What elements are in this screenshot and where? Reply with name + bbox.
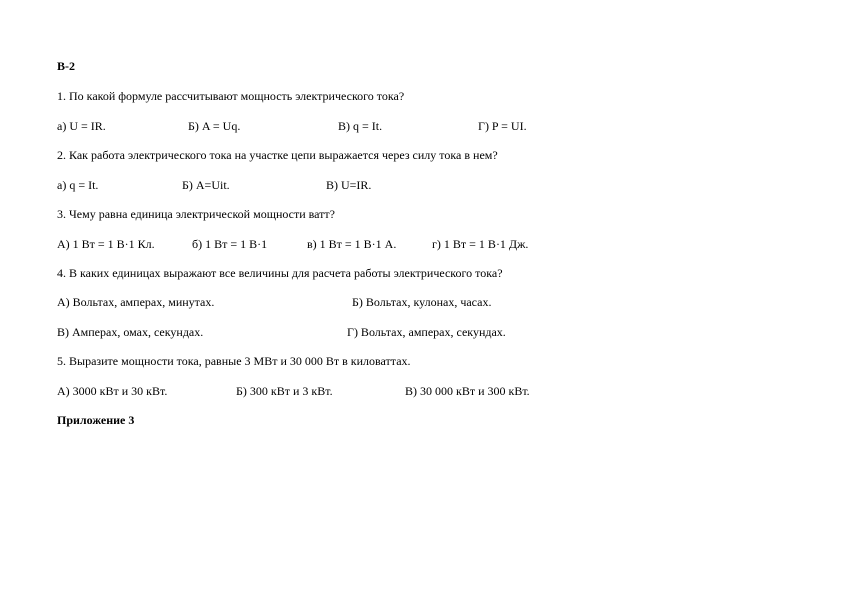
question-4-option-a: А) Вольтах, амперах, минутах.: [57, 295, 215, 309]
question-2-option-c: В) U=IR.: [326, 178, 372, 192]
question-2-text: 2. Как работа электрического тока на участке цепи выражается через силу тока в нем?: [57, 148, 498, 162]
question-1-option-d: Г) P = UI.: [478, 119, 527, 133]
question-4-option-d: Г) Вольтах, амперах, секундах.: [347, 325, 506, 339]
question-4-option-c: В) Амперах, омах, секундах.: [57, 325, 204, 339]
question-5-option-b: Б) 300 кВт и 3 кВт.: [236, 384, 333, 398]
variant-title: В-2: [57, 59, 75, 73]
question-3-option-c: в) 1 Вт = 1 В·1 А.: [307, 237, 397, 251]
question-2-option-a: а) q = It.: [57, 178, 99, 192]
question-4-text: 4. В каких единицах выражают все величины для расчета работы электрического тока?: [57, 266, 503, 280]
question-1-text: 1. По какой формуле рассчитывают мощность электрического тока?: [57, 89, 405, 103]
question-2-option-b: Б) A=Uit.: [182, 178, 230, 192]
appendix-label: Приложение 3: [57, 413, 135, 427]
question-5-option-c: В) 30 000 кВт и 300 кВт.: [405, 384, 530, 398]
question-5-option-a: А) 3000 кВт и 30 кВт.: [57, 384, 168, 398]
question-3-text: 3. Чему равна единица электрической мощности ватт?: [57, 207, 335, 221]
question-3-option-d: г) 1 Вт = 1 В·1 Дж.: [432, 237, 529, 251]
question-1-option-c: В) q = It.: [338, 119, 383, 133]
question-3-option-a: А) 1 Вт = 1 В·1 Кл.: [57, 237, 155, 251]
question-1-option-b: Б) A = Uq.: [188, 119, 241, 133]
question-1-option-a: а) U = IR.: [57, 119, 106, 133]
question-3-option-b: б) 1 Вт = 1 В·1: [192, 237, 268, 251]
question-4-option-b: Б) Вольтах, кулонах, часах.: [352, 295, 492, 309]
question-5-text: 5. Выразите мощности тока, равные 3 МВт и 30 000 Вт в киловаттах.: [57, 354, 411, 368]
